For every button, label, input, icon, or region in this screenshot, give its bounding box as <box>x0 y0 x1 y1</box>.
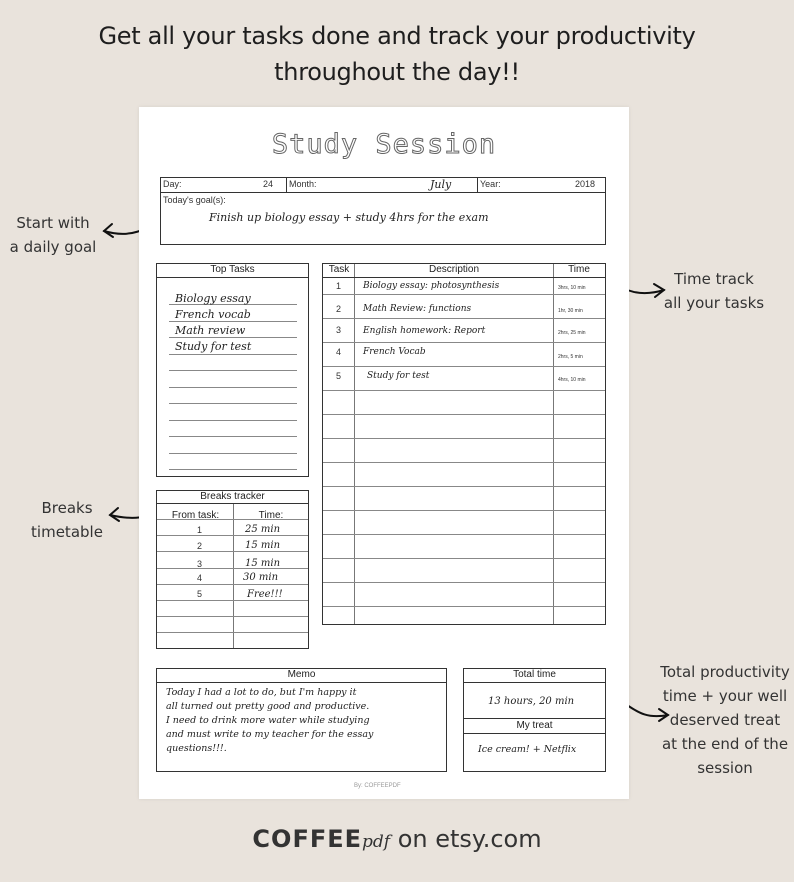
breaks-col-time: Time: <box>258 510 284 521</box>
annotation-daily-goal: Start with a daily goal <box>9 214 97 256</box>
task-number: 4 <box>336 347 342 357</box>
year-value[interactable]: 2018 <box>575 179 596 189</box>
ruled-line <box>323 342 605 343</box>
break-time[interactable]: 25 min <box>245 524 281 535</box>
col-time-header: Time <box>568 264 590 275</box>
study-session-sheet <box>139 107 629 799</box>
ruled-line <box>169 453 297 454</box>
ruled-line <box>169 403 297 404</box>
treat-divider <box>464 718 605 719</box>
total-time-header: Total time <box>513 669 556 680</box>
date-divider-1 <box>286 178 287 192</box>
ruled-line <box>323 414 605 415</box>
memo-header: Memo <box>287 669 316 680</box>
break-task: 4 <box>197 573 203 583</box>
top-task-item[interactable]: Math review <box>175 324 246 337</box>
ruled-line <box>169 387 297 388</box>
ruled-line <box>323 366 605 367</box>
task-time[interactable]: 2hrs, 25 min <box>558 330 586 336</box>
break-task: 1 <box>197 525 203 535</box>
ruled-line <box>157 632 308 633</box>
top-tasks-header: Top Tasks <box>210 264 255 275</box>
treat-header-line <box>464 733 605 734</box>
task-time[interactable]: 3hrs, 10 min <box>558 285 586 291</box>
ruled-line <box>169 354 297 355</box>
day-value[interactable]: 24 <box>263 179 274 189</box>
breaks-col-divider <box>233 504 234 648</box>
ruled-line <box>169 420 297 421</box>
ruled-line <box>323 390 605 391</box>
col-task-header: Task <box>328 264 350 275</box>
goals-value[interactable]: Finish up biology essay + study 4hrs for the exam <box>209 211 489 224</box>
break-task: 2 <box>197 541 203 551</box>
ruled-line <box>157 551 308 552</box>
ruled-line <box>157 584 308 585</box>
memo-line[interactable]: questions!!!. <box>166 743 227 754</box>
memo-line[interactable]: I need to drink more water while studying <box>166 715 370 726</box>
footer <box>0 825 794 853</box>
breaks-tracker-header: Breaks tracker <box>200 491 265 502</box>
ruled-line <box>323 606 605 607</box>
task-time[interactable]: 4hrs, 10 min <box>558 377 586 383</box>
treat-value[interactable]: Ice cream! + Netflix <box>478 744 577 755</box>
break-time[interactable]: 15 min <box>245 558 281 569</box>
day-label: Day: <box>163 179 182 189</box>
memo-line[interactable]: and must write to my teacher for the essay <box>166 729 374 740</box>
ruled-line <box>169 337 297 338</box>
footer-tail: on etsy.com <box>390 825 542 853</box>
task-time[interactable]: 1hr, 30 min <box>558 308 583 314</box>
break-task: 5 <box>197 589 203 599</box>
task-description[interactable]: Study for test <box>367 371 430 381</box>
total-time-value[interactable]: 13 hours, 20 min <box>488 696 575 707</box>
brand-suffix: pdf <box>362 832 391 852</box>
ruled-line <box>323 438 605 439</box>
break-time[interactable]: Free!!! <box>247 589 283 600</box>
ruled-line <box>169 469 297 470</box>
headline-line-1: Get all your tasks done and track your productivity <box>98 22 696 50</box>
ruled-line <box>323 558 605 559</box>
task-time[interactable]: 2hrs, 5 min <box>558 354 583 360</box>
col-description-header: Description <box>428 264 480 275</box>
date-row-divider <box>161 192 605 193</box>
month-label: Month: <box>289 179 317 189</box>
ruled-line <box>157 535 308 536</box>
break-task: 3 <box>197 559 203 569</box>
top-tasks-header-line <box>157 277 308 278</box>
brand-logo: COFFEE <box>252 825 363 853</box>
memo-header-line <box>157 682 446 683</box>
year-label: Year: <box>480 179 501 189</box>
task-number: 1 <box>336 281 342 291</box>
total-time-header-line <box>464 682 605 683</box>
page-title: Study Session <box>271 129 497 160</box>
goals-label: Today's goal(s): <box>163 195 226 205</box>
ruled-line <box>323 510 605 511</box>
annotation-time-track: Time track all your tasks <box>663 270 765 312</box>
tasks-header-line <box>323 277 605 278</box>
top-task-item[interactable]: French vocab <box>175 308 251 321</box>
ruled-line <box>323 318 605 319</box>
annotation-breaks: Breaks timetable <box>31 499 103 541</box>
ruled-line <box>157 568 308 569</box>
treat-header: My treat <box>516 720 553 731</box>
task-number: 5 <box>336 371 342 381</box>
ruled-line <box>323 294 605 295</box>
ruled-line <box>169 436 297 437</box>
ruled-line <box>157 600 308 601</box>
ruled-line <box>323 582 605 583</box>
date-divider-2 <box>477 178 478 192</box>
task-description[interactable]: English homework: Report <box>363 326 486 336</box>
ruled-line <box>323 462 605 463</box>
top-task-item[interactable]: Study for test <box>175 340 252 353</box>
ruled-line <box>323 486 605 487</box>
top-task-item[interactable]: Biology essay <box>175 292 251 305</box>
ruled-line <box>157 616 308 617</box>
ruled-line <box>169 370 297 371</box>
month-value[interactable]: July <box>430 178 452 191</box>
memo-line[interactable]: all turned out pretty good and productive. <box>166 701 370 712</box>
task-description[interactable]: Biology essay: photosynthesis <box>363 281 500 291</box>
ruled-line <box>157 519 308 520</box>
break-time[interactable]: 15 min <box>245 540 281 551</box>
task-description[interactable]: Math Review: functions <box>363 304 472 314</box>
task-number: 3 <box>336 325 342 335</box>
annotation-total: Total productivity time + your well deserved treat at the end of the session <box>660 663 790 777</box>
break-time[interactable]: 30 min <box>243 572 279 583</box>
ruled-line <box>323 534 605 535</box>
credit: By: COFFEEPDF <box>354 783 401 789</box>
memo-line[interactable]: Today I had a lot to do, but I'm happy it <box>166 687 357 698</box>
task-number: 2 <box>336 304 342 314</box>
headline-line-2: throughout the day!! <box>274 58 520 86</box>
breaks-col-from: From task: <box>171 510 220 521</box>
task-description[interactable]: French Vocab <box>363 347 426 357</box>
